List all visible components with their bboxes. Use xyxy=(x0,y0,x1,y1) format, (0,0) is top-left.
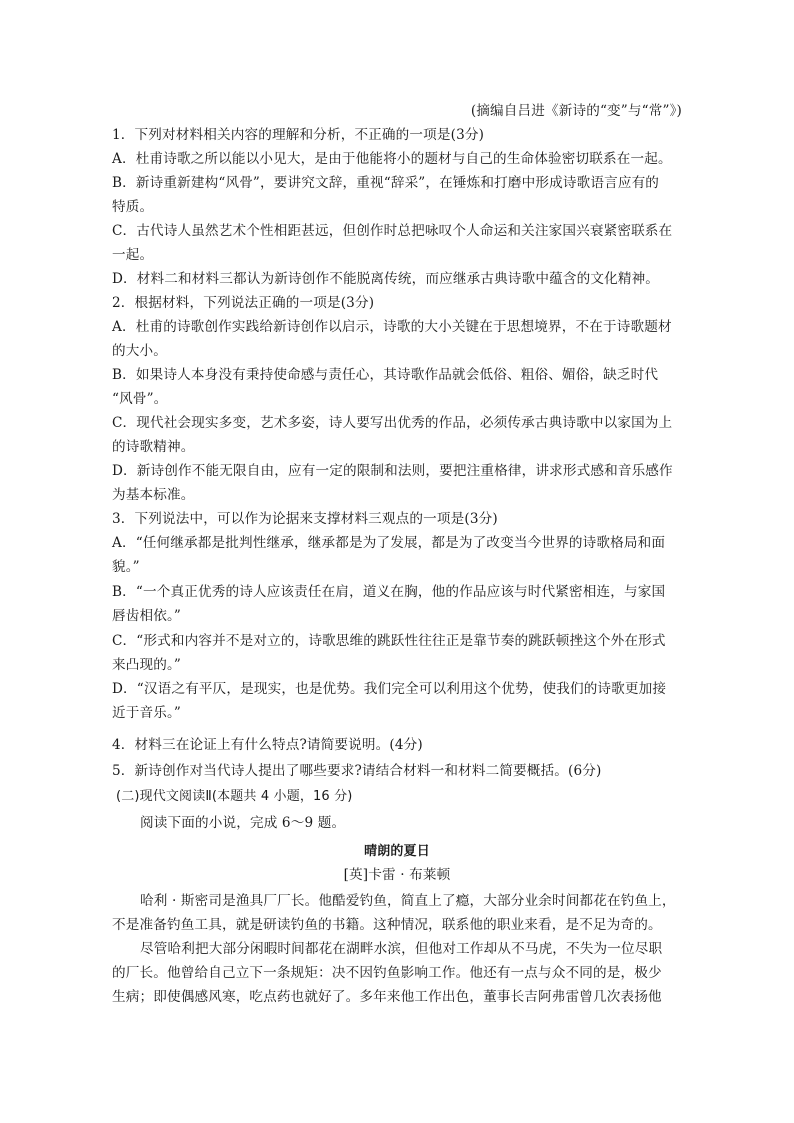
question-3-option-d: D．“汉语之有平仄，是现实，也是优势。我们完全可以利用这个优势，使我们的诗歌更加接 xyxy=(112,681,667,697)
question-2-option-d: D．新诗创作不能无限自由，应有一定的限制和法则，要把注重格律，讲求形式感和音乐感作 xyxy=(112,463,673,479)
question-4: 4．材料三在论证上有什么特点?请简要说明。(4分) xyxy=(112,737,423,753)
question-1-option-d: D．材料二和材料三都认为新诗创作不能脱离传统，而应继承古典诗歌中蕴含的文化精神。 xyxy=(112,271,660,287)
question-2-option-b-cont: “风骨”。 xyxy=(112,391,168,407)
question-2-option-c-cont: 的诗歌精神。 xyxy=(112,439,195,455)
paragraph-1-line-1: 哈利 · 斯密司是渔具厂厂长。他酷爱钓鱼，简直上了瘾，大部分业余时间都花在钓鱼上， xyxy=(140,893,676,909)
question-1-option-a: A．杜甫诗歌之所以能以小见大，是由于他能将小的题材与自己的生命体验密切联系在一起。 xyxy=(112,151,672,167)
question-2-stem: 2．根据材料，下列说法正确的一项是(3分) xyxy=(112,295,375,311)
question-3-option-c: C．“形式和内容并不是对立的，诗歌思维的跳跃性往往正是靠节奏的跳跃顿挫这个外在形式 xyxy=(112,633,666,649)
question-3-option-b: B．“一个真正优秀的诗人应该责任在肩，道义在胸，他的作品应该与时代紧密相连，与家国 xyxy=(112,584,666,600)
question-1-option-c-cont: 一起。 xyxy=(112,247,154,263)
question-3-option-c-cont: 来凸现的。” xyxy=(112,657,182,673)
question-1-option-c: C．古代诗人虽然艺术个性相距甚远，但创作时总把咏叹个人命运和关注家国兴衰紧密联系在 xyxy=(112,223,673,239)
question-2-option-d-cont: 为基本标准。 xyxy=(112,487,195,503)
story-title: 晴朗的夏日 xyxy=(364,844,430,859)
question-2-option-a-cont: 的大小。 xyxy=(112,343,167,359)
question-3-stem: 3．下列说法中，可以作为论据来支撑材料三观点的一项是(3分) xyxy=(112,511,498,527)
question-5: 5．新诗创作对当代诗人提出了哪些要求?请结合材料一和材料二简要概括。(6分) xyxy=(112,763,602,779)
question-1-stem: 1．下列对材料相关内容的理解和分析，不正确的一项是(3分) xyxy=(112,127,485,143)
question-1-option-b-cont: 特质。 xyxy=(112,199,154,215)
question-1-option-b: B．新诗重新建构“风骨”，要讲究文辞，重视“辞采”，在锤炼和打磨中形成诗歌语言应有的 xyxy=(112,175,660,191)
paragraph-1-line-2: 不是准备钓鱼工具，就是研读钓鱼的书籍。这种情况，联系他的职业来看，是不足为奇的。 xyxy=(112,917,662,933)
story-author: [英]卡雷 · 布莱顿 xyxy=(343,867,451,883)
question-2-option-a: A．杜甫的诗歌创作实践给新诗创作以启示，诗歌的大小关键在于思想境界，不在于诗歌题材 xyxy=(112,319,672,335)
paragraph-2-line-3: 生病；即使偶感风寒，吃点药也就好了。多年来他工作出色，董事长吉阿弗雷曾几次表扬他 xyxy=(112,989,662,1005)
question-2-option-b: B．如果诗人本身没有秉持使命感与责任心，其诗歌作品就会低俗、粗俗、媚俗，缺乏时代 xyxy=(112,367,659,383)
source-citation: (摘编自吕进《新诗的“变”与“常”》) xyxy=(470,103,682,119)
question-2-option-c: C．现代社会现实多变，艺术多姿，诗人要写出优秀的作品，必须传承古典诗歌中以家国为上 xyxy=(112,415,673,431)
reading-instruction: 阅读下面的小说，完成 6～9 题。 xyxy=(140,815,346,831)
question-3-option-a-cont: 貌。” xyxy=(112,559,140,575)
paragraph-2-line-1: 尽管哈利把大部分闲暇时间都花在湖畔水滨，但他对工作却从不马虎，不失为一位尽职 xyxy=(140,941,663,957)
question-3-option-a: A．“任何继承都是批判性继承，继承都是为了发展，都是为了改变当今世界的诗歌格局和面 xyxy=(112,535,666,551)
question-3-option-b-cont: 唇齿相依。” xyxy=(112,608,182,624)
section-heading: (二)现代文阅读Ⅱ(本题共 4 小题，16 分) xyxy=(116,789,353,804)
paragraph-2-line-2: 的厂长。他曾给自己立下一条规矩：决不因钓鱼影响工作。他还有一点与众不同的是，极少 xyxy=(112,965,662,981)
question-3-option-d-cont: 近于音乐。” xyxy=(112,705,182,721)
